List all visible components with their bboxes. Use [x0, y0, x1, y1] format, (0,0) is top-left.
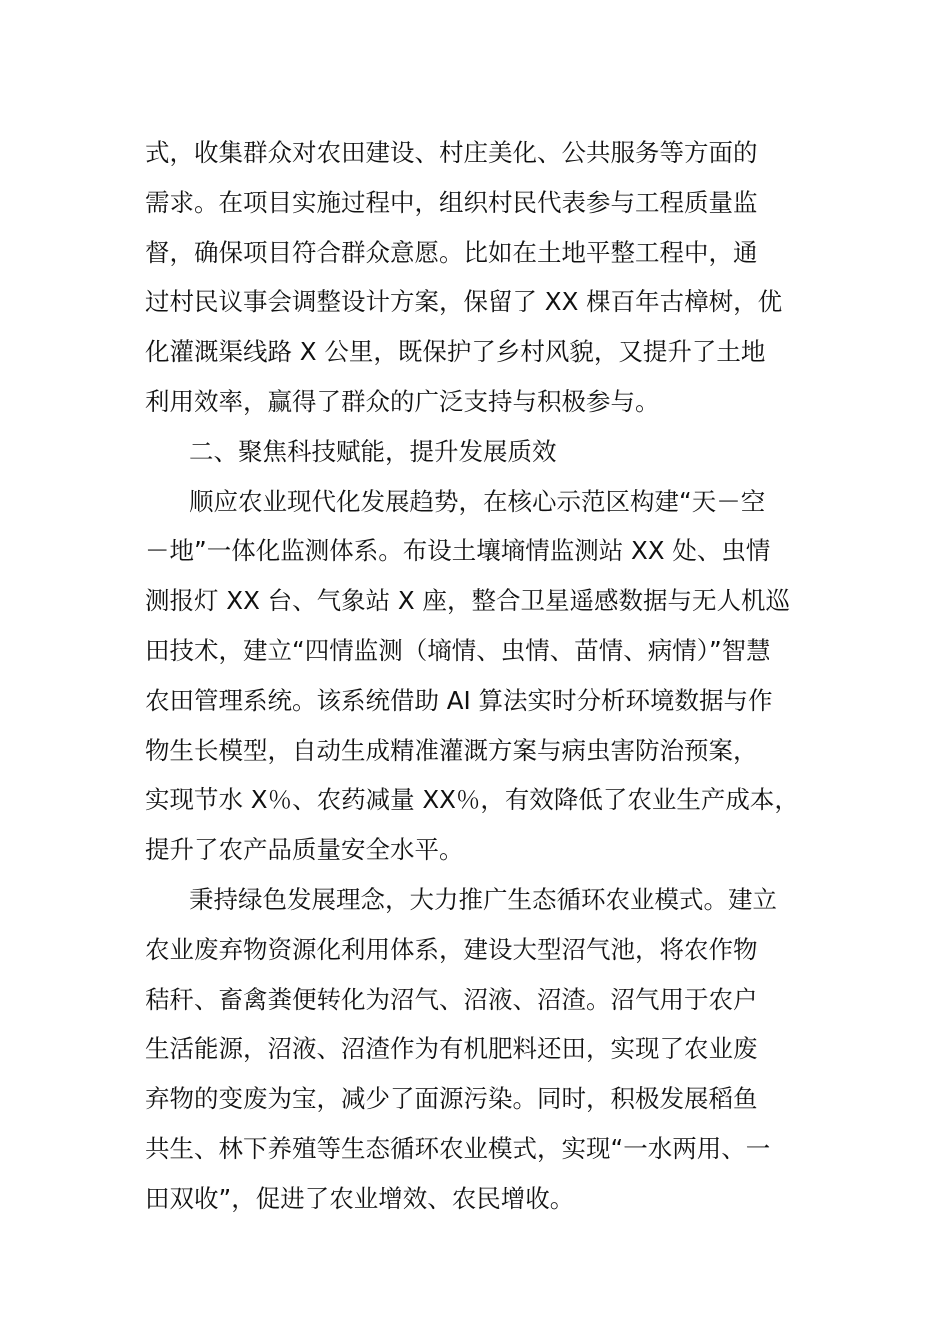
text-line: 提升了农产品质量安全水平。: [145, 835, 464, 865]
text-line: 共生、林下养殖等生态循环农业模式，实现“一水两用、一: [145, 1133, 771, 1163]
text-line: 过村民议事会调整设计方案，保留了 XX 棵百年古樟树，优: [145, 287, 783, 317]
section-heading: 二、聚焦科技赋能，提升发展质效: [189, 436, 557, 466]
text-line: 农田管理系统。该系统借助 AI 算法实时分析环境数据与作: [145, 685, 773, 715]
body-text: [145, 128, 825, 1224]
text-line: 式，收集群众对农田建设、村庄美化、公共服务等方面的: [145, 138, 758, 167]
text-line: 化灌溉渠线路 X 公里，既保护了乡村风貌，又提升了土地: [145, 337, 766, 367]
text-line: 利用效率，赢得了群众的广泛支持与积极参与。: [145, 386, 660, 416]
text-line: 需求。在项目实施过程中，组织村民代表参与工程质量监: [145, 187, 758, 217]
text-line: 农业废弃物资源化利用体系，建设大型沼气池，将农作物: [145, 934, 758, 964]
text-line: 秸秆、畜禽粪便转化为沼气、沼液、沼渣。沼气用于农户: [145, 984, 758, 1014]
text-line: 实现节水 X％、农药减量 XX％，有效降低了农业生产成本，: [145, 785, 799, 815]
text-line: 弃物的变废为宝，减少了面源污染。同时，积极发展稻鱼: [145, 1084, 758, 1114]
text-line: 生活能源，沼液、沼渣作为有机肥料还田，实现了农业废: [145, 1034, 758, 1064]
text-line: 测报灯 XX 台、气象站 X 座，整合卫星遥感数据与无人机巡: [145, 586, 791, 616]
text-line: 田双收”，促进了农业增效、农民增收。: [145, 1183, 575, 1213]
text-line: 物生长模型，自动生成精准灌溉方案与病虫害防治预案，: [145, 735, 758, 765]
text-line: 督，确保项目符合群众意愿。比如在土地平整工程中，通: [145, 237, 758, 267]
paragraph-first-line: 秉持绿色发展理念，大力推广生态循环农业模式。建立: [189, 884, 777, 914]
paragraph-first-line: 顺应农业现代化发展趋势，在核心示范区构建“天－空: [189, 486, 766, 516]
text-line: 田技术，建立“四情监测（墒情、虫情、苗情、病情）”智慧: [145, 635, 771, 665]
text-line: －地”一体化监测体系。布设土壤墒情监测站 XX 处、虫情: [145, 536, 771, 566]
